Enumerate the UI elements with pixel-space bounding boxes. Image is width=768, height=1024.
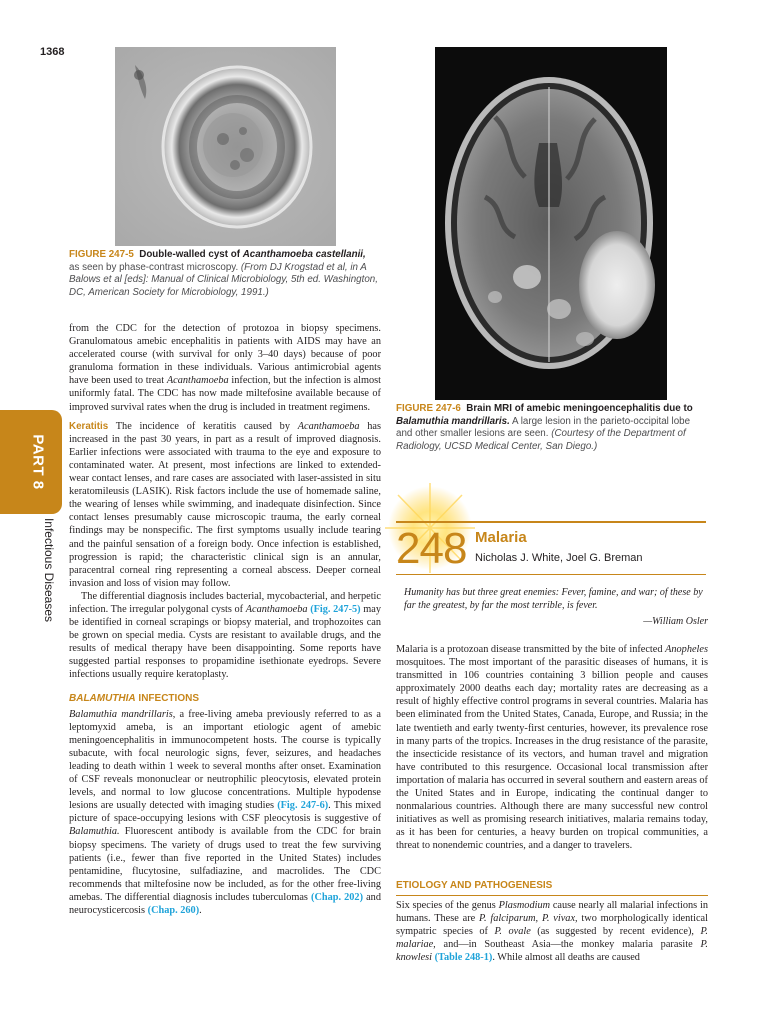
right-column-text <box>396 643 708 853</box>
paragraph: Six species of the genus Plasmodium cause nearly all malarial infections in humans. These are P. falciparum, P. vivax, two morphologically identical sympatric species of P. ovale (as suggested by recent evidence), P. malariae, and—in Southeast Asia—the monkey malaria parasite P. knowlesi (Table 248-1). While almost all deaths are caused <box>396 900 708 964</box>
figure-247-5-image <box>115 47 336 246</box>
paragraph: from the CDC for the detection of protozoa in biopsy specimens. Granulomatous amebic encephalitis in patients with AIDS may have an accelerated course (with survival for only 3–40 days) because of poor granuloma formation in these individuals. Various antimicrobial agents have been used to treat Acanthamoeba infection, but the infection is almost uniformly fatal. The CDC has now made miltefosine available because of improved survival rates when the drug is included in treatment regimens. <box>69 323 382 413</box>
figure-247-6-image <box>435 47 667 400</box>
chapter-authors: Nicholas J. White, Joel G. Breman <box>475 552 643 564</box>
paragraph: The differential diagnosis includes bacterial, mycobacterial, and herpetic infection. The irregular polygonal cysts of Acanthamoeba (Fig. 247-5) may be identified in corneal scrapings or biopsy material, and trophozoites can be grown on special media. Cysts are resistant to available drugs, and the results of medical therapy have been disappointing. Some reports have suggested partial responses to propamidine isethionate eyedrops. Severe infections usually require keratoplasty. <box>69 590 382 681</box>
left-column-text <box>69 322 381 917</box>
part-label: PART 8 <box>29 434 47 490</box>
epigraph: Humanity has but three great enemies: Fever, famine, and war; of these by far the greatest, by far the most terrible, is fever. <box>404 587 703 611</box>
paragraph: Keratitis The incidence of keratitis caused by Acanthamoeba has increased in the past 30 years, in part as a result of improved diagnosis. Earlier infections were associated with trauma to the eye and exposure to contaminated water. At present, most infections are linked to extended-wear contact lenses, and rare cases are associated with laser-assisted in situ keratomileusis (LASIK). Risk factors include the use of homemade saline, the wearing of lenses while swimming, and inadequate disinfection. Since contact lenses presumably cause microscopic trauma, the early corneal findings may be nonspecific. The first symptoms usually include tearing and the painful sensation of a foreign body. Once infection is established, progression is rapid; the characteristic clinical sign is an annular, paracentral corneal ring representing a corneal abscess. Deeper corneal invasion and loss of vision may follow. <box>69 420 381 589</box>
etiology-heading: ETIOLOGY AND PATHOGENESIS <box>396 880 708 896</box>
page-number: 1368 <box>40 46 65 58</box>
paragraph: Balamuthia mandrillaris, a free-living ameba previously referred to as a leptomyxid ameba, is an important etiologic agent of amebic meningoencephalitis in immunocompetent hosts. The course is typically subacute, with focal neurologic signs, fever, seizures, and headaches leading to death within 1 week to several months after onset. Examination of CSF reveals mononuclear or neutrophilic pleocytosis, elevated protein levels, and normal to low glucose concentrations. Multiple hypodense lesions are usually detected with imaging studies (Fig. 247-6). This mixed picture of space-occupying lesions with CSF pleocytosis is suggestive of Balamuthia. Fluorescent antibody is available from the CDC for brain biopsy specimens. The variety of drugs used to treat the few surviving patients (i.e., fewer than five reported in the United States) includes pentamidine, flucytosine, sulfadiazine, and macrolides. The CDC recommends that miltefosine now be included, as for the other free-living amebas. The differential diagnosis includes tuberculomas (Chap. 202) and neurocysticercosis (Chap. 260). <box>69 708 381 917</box>
figure-247-5-caption: FIGURE 247-5 Double-walled cyst of Acanthamoeba castellanii, as seen by phase-contrast microscopy. (From DJ Krogstad et al, in A Balows et al [eds]: Manual of Clinical Microbiology, 5th ed. Washington, DC, American Society for Microbiology, 1991.) <box>69 249 378 298</box>
chapter-title: Malaria <box>475 529 527 546</box>
epigraph-attribution: —William Osler <box>643 616 708 627</box>
chapter-rule <box>396 574 706 575</box>
etiology-text <box>396 899 708 964</box>
figure-247-6-caption: FIGURE 247-6 Brain MRI of amebic meningoencephalitis due to Balamuthia mandrillaris. A large lesion in the parieto-occipital lobe and other smaller lesions are seen. (Courtesy of the Department of Radiology, UCSD Medical Center, San Diego.) <box>396 403 693 452</box>
part-tab <box>0 410 62 514</box>
keratitis-heading: Keratitis <box>69 420 109 432</box>
paragraph: Malaria is a protozoan disease transmitted by the bite of infected Anopheles mosquitoes. The most important of the parasitic diseases of humans, it is transmitted in 106 countries containing 3 billion people and causes approximately 2000 deaths each day; mortality rates are decreasing as a result of highly effective control programs in several countries. Malaria has been eliminated from the United States, Canada, Europe, and Russia; in the late twentieth and early twenty-first centuries, however, its prevalence rose in many parts of the tropics. Increases in the drug resistance of the parasite, the insecticide resistance of its vectors, and human travel and migration have contributed to this resurgence. Occasional local transmission after importation of malaria has occurred in several southern and eastern areas of the United States and in Europe, indicating the continual danger to nonmalarious countries. Although there are many successful new control initiatives as well as promising research initiatives, malaria remains today, as it has been for centuries, a heavy burden on tropical communities, a threat to nonendemic countries, and a danger to travelers. <box>396 644 708 852</box>
chapter-number: 248 <box>396 524 467 573</box>
figure-link[interactable]: (Fig. 247-6) <box>277 800 329 812</box>
table-link[interactable]: (Table 248-1) <box>434 952 493 964</box>
figure-link[interactable]: (Fig. 247-5) <box>310 603 361 615</box>
chapter-link[interactable]: (Chap. 202) <box>311 891 364 903</box>
chapter-link[interactable]: (Chap. 260) <box>147 905 200 917</box>
figure-label: FIGURE 247-5 <box>69 249 134 260</box>
section-label: Infectious Diseases <box>42 517 56 623</box>
balamuthia-heading: BALAMUTHIA INFECTIONS <box>69 692 199 704</box>
